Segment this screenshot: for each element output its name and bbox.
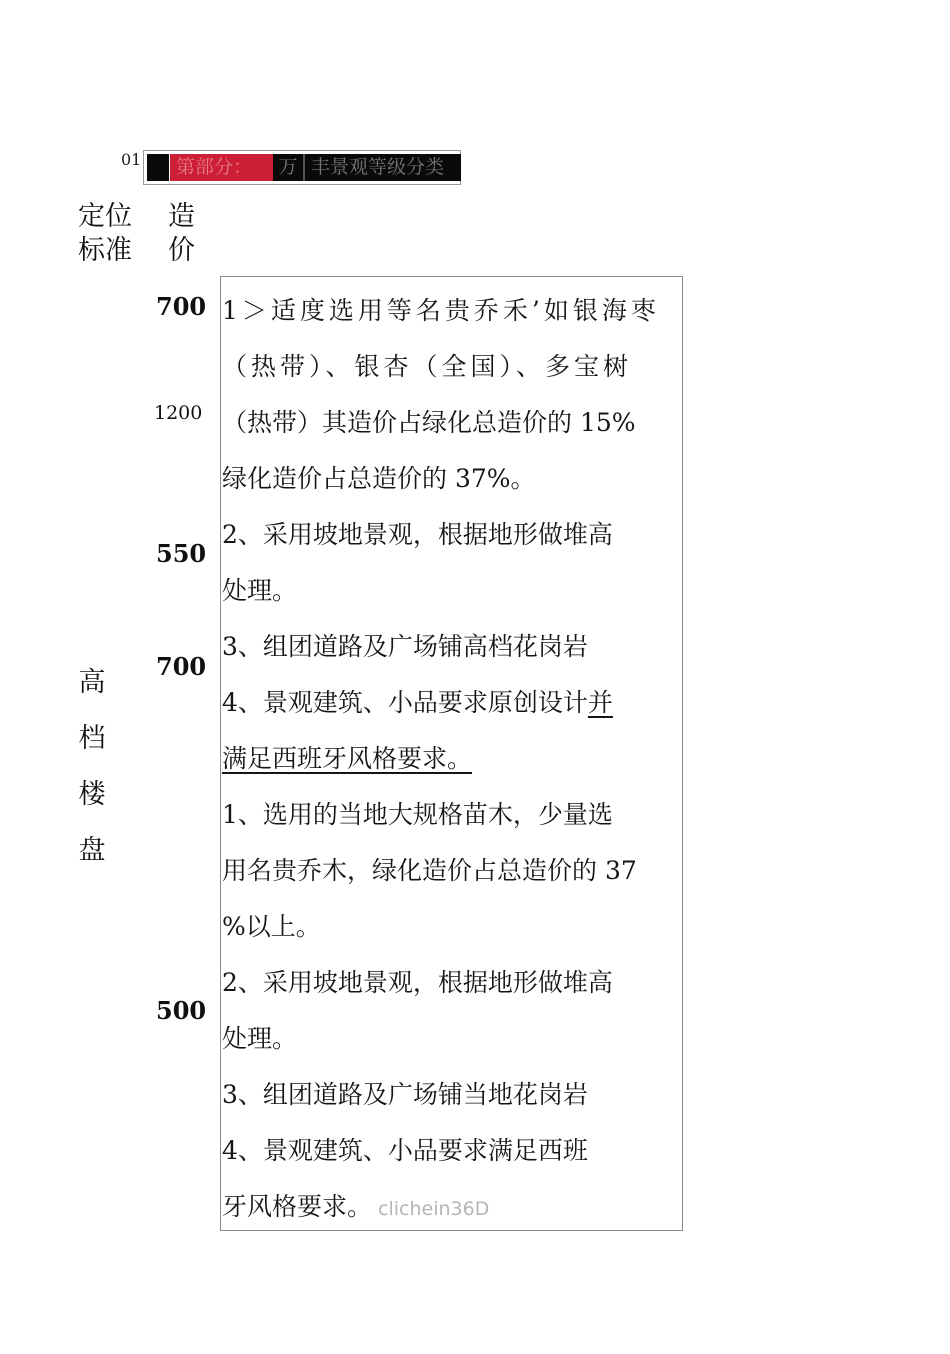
heading-cost-line2: 价: [168, 235, 195, 266]
description-text: [222, 283, 692, 1235]
column-heading-positioning: [78, 200, 132, 268]
section-box-char: 万: [273, 154, 305, 181]
price-value: 550: [156, 539, 207, 568]
text-line: 1＞适度选用等名贵乔禾’如银海枣: [222, 296, 660, 325]
heading-positioning-line2: 标准: [78, 235, 132, 266]
category-char: 档: [78, 723, 106, 754]
category-char: 盘: [78, 835, 106, 866]
underlined-text: 并: [587, 688, 613, 717]
text-line: 处理。: [222, 1024, 298, 1053]
text-line: 3、组团道路及广场铺当地花岗岩: [222, 1080, 588, 1109]
text-line: 绿化造价占总造价的 37%。: [222, 464, 536, 493]
column-heading-cost: [168, 200, 195, 268]
text-line: 3、组团道路及广场铺高档花岗岩: [222, 632, 588, 661]
category-label: [72, 655, 112, 879]
text-line: 2、采用坡地景观，根据地形做堆高: [222, 520, 613, 549]
text-line: （热带）其造价占绿化总造价的 15%: [222, 408, 636, 437]
price-value: 700: [156, 652, 207, 681]
category-char: 高: [78, 667, 106, 698]
text-line-with-underline: [222, 675, 692, 731]
price-value: 700: [156, 292, 207, 321]
text-line: 2、采用坡地景观，根据地形做堆高: [222, 968, 613, 997]
section-title-block: [273, 154, 461, 181]
heading-positioning-line1: 定位: [78, 201, 132, 232]
text-line: 4、景观建筑、小品要求满足西班: [222, 1136, 588, 1165]
text-line-underlined: [222, 731, 692, 787]
text-segment: 4、景观建筑、小品要求原创设计: [222, 688, 588, 717]
section-label: 第部分：: [170, 154, 273, 181]
text-line: （热带）、银杏（全国）、多宝树: [222, 352, 633, 381]
price-value: 1200: [154, 402, 203, 424]
text-line: 用名贵乔木，绿化造价占总造价的 37: [222, 856, 637, 885]
category-char: 楼: [78, 779, 106, 810]
text-segment: 牙风格要求。: [222, 1192, 373, 1221]
text-line: 1、选用的当地大规格苗木，少量选: [222, 800, 613, 829]
text-line-last: [222, 1179, 692, 1235]
header-black-block: [147, 154, 169, 181]
page-number: 01: [121, 150, 142, 169]
watermark-text: clichein36D: [378, 1198, 490, 1220]
text-line: 处理。: [222, 576, 298, 605]
underlined-text: 满足西班牙风格要求。: [222, 744, 473, 773]
price-value: 500: [156, 996, 207, 1025]
section-title: 丰景观等级分类: [311, 156, 445, 178]
heading-cost-line1: 造: [168, 201, 195, 232]
text-line: %以上。: [222, 912, 321, 941]
